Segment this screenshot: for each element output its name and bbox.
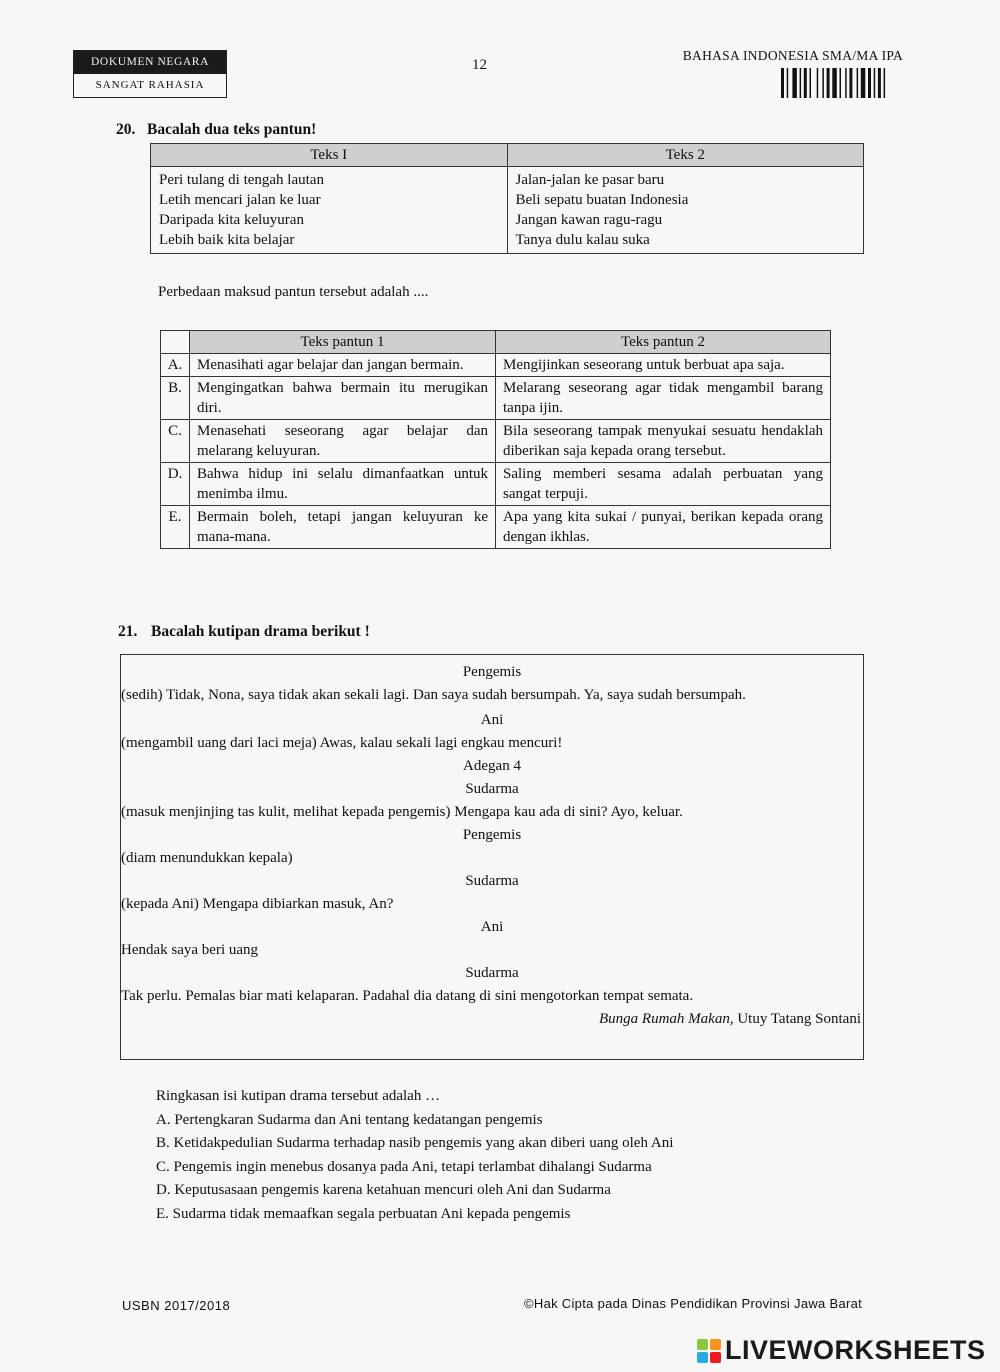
option-text-1: Menasehati seseorang agar belajar dan melarang keluyuran. [190,420,496,463]
q20-number: 20. [116,121,136,138]
drama-line: (sedih) Tidak, Nona, saya tidak akan sekali lagi. Dan saya sudah bersumpah. Ya, saya sudah bersumpah. [121,687,746,703]
option-row-d[interactable] [161,463,831,506]
drama-line: (masuk menjinjing tas kulit, melihat kepada pengemis) Mengapa kau ada di sini? Ayo, keluar. [121,804,683,820]
option-header-1: Teks pantun 1 [190,331,496,354]
pantun-line: Tanya dulu kalau suka [515,232,650,248]
liveworksheets-logo-icon [697,1339,721,1363]
drama-line: (kepada Ani) Mengapa dibiarkan masuk, An? [121,896,394,912]
drama-speaker: Ani [480,712,504,728]
drama-line: Tak perlu. Pemalas biar mati kelaparan. Padahal dia datang di sini mengotorkan tempat semata. [121,988,694,1004]
option-letter: B. [161,377,190,420]
q21-answers [156,1085,673,1226]
pantun-line: Daripada kita keluyuran [159,212,304,228]
pantun-line: Letih mencari jalan ke luar [159,192,321,208]
pantun-text-2 [507,167,864,254]
drama-speaker: Sudarma [465,873,519,889]
liveworksheets-watermark[interactable] [697,1335,986,1366]
pantun-header-1: Teks I [151,144,508,167]
drama-speaker: Sudarma [465,781,519,797]
q21-number: 21. [118,623,138,640]
q21-question: Ringkasan isi kutipan drama tersebut adalah … [156,1088,441,1104]
answer-option-e[interactable]: E. Sudarma tidak memaafkan segala perbuatan Ani kepada pengemis [156,1205,571,1222]
subject-title: BAHASA INDONESIA SMA/MA IPA [682,48,903,63]
page-number: 12 [472,57,487,73]
footer-copyright: ©Hak Cipta pada Dinas Pendidikan Provinsi Jawa Barat [524,1296,863,1311]
q21-title: Bacalah kutipan drama berikut ! [151,623,370,640]
drama-source [121,1008,863,1030]
answer-option-d[interactable]: D. Keputusasaan pengemis karena ketahuan mencuri oleh Ani dan Sudarma [156,1182,611,1198]
source-title: Bunga Rumah Makan, [599,1011,734,1027]
option-text-1: Mengingatkan bahwa bermain itu merugikan diri. [190,377,496,420]
option-row-e[interactable] [161,506,831,549]
option-text-2: Saling memberi sesama adalah perbuatan yang sangat terpuji. [496,463,831,506]
drama-excerpt-box [120,654,864,1060]
pantun-line: Jangan kawan ragu-ragu [515,212,663,228]
option-row-c[interactable] [161,420,831,463]
pantun-line: Jalan-jalan ke pasar baru [515,172,665,188]
doc-label: DOKUMEN NEGARA [74,51,226,74]
pantun-table [150,143,864,254]
answer-option-a[interactable]: A. Pertengkaran Sudarma dan Ani tentang kedatangan pengemis [156,1111,543,1128]
pantun-header-2: Teks 2 [507,144,864,167]
option-row-a[interactable] [161,354,831,377]
watermark-text: LIVEWORKSHEETS [725,1335,986,1365]
pantun-line: Beli sepatu buatan Indonesia [515,192,689,208]
options-table [160,330,831,549]
option-text-1: Bahwa hidup ini selalu dimanfaatkan untuk menimba ilmu. [190,463,496,506]
answer-option-b[interactable]: B. Ketidakpedulian Sudarma terhadap nasib pengemis yang akan diberi uang oleh Ani [156,1135,674,1151]
q20-title: Bacalah dua teks pantun! [147,121,317,138]
answer-option-c[interactable]: C. Pengemis ingin menebus dosanya pada Ani, tetapi terlambat dihalangi Sudarma [156,1158,652,1175]
option-text-2: Melarang seseorang agar tidak mengambil barang tanpa ijin. [496,377,831,420]
option-letter: C. [161,420,190,463]
option-letter: A. [161,354,190,377]
drama-speaker: Pengemis [462,827,522,843]
pantun-line: Lebih baik kita belajar [159,232,295,248]
drama-speaker: Ani [480,919,504,935]
secret-label: SANGAT RAHASIA [95,79,205,91]
option-letter: D. [161,463,190,506]
drama-line: (diam menundukkan kepala) [121,850,293,866]
q20-question: Perbedaan maksud pantun tersebut adalah .... [158,284,429,300]
pantun-text-1 [151,167,508,254]
option-header-2: Teks pantun 2 [496,331,831,354]
options-corner [161,331,190,354]
drama-scene: Adegan 4 [463,758,521,774]
option-text-2: Apa yang kita sukai / punyai, berikan kepada orang dengan ikhlas. [496,506,831,549]
drama-speaker: Pengemis [462,664,522,680]
option-text-2: Mengijinkan seseorang untuk berbuat apa saja. [496,354,831,377]
drama-line: (mengambil uang dari laci meja) Awas, kalau sekali lagi engkau mencuri! [121,735,563,751]
drama-line: Hendak saya beri uang [121,942,259,958]
option-text-1: Menasihati agar belajar dan jangan bermain. [190,354,496,377]
option-text-1: Bermain boleh, tetapi jangan keluyuran ke mana-mana. [190,506,496,549]
footer-exam: USBN 2017/2018 [122,1298,231,1313]
drama-lines [121,655,863,1008]
barcode-icon [781,68,901,98]
document-classification-box [73,50,227,98]
option-letter: E. [161,506,190,549]
source-author: Utuy Tatang Sontani [733,1011,861,1027]
drama-speaker: Sudarma [465,965,519,981]
pantun-line: Peri tulang di tengah lautan [159,172,324,188]
option-row-b[interactable] [161,377,831,420]
option-text-2: Bila seseorang tampak menyukai sesuatu hendaklah diberikan saja kepada orang tersebut. [496,420,831,463]
